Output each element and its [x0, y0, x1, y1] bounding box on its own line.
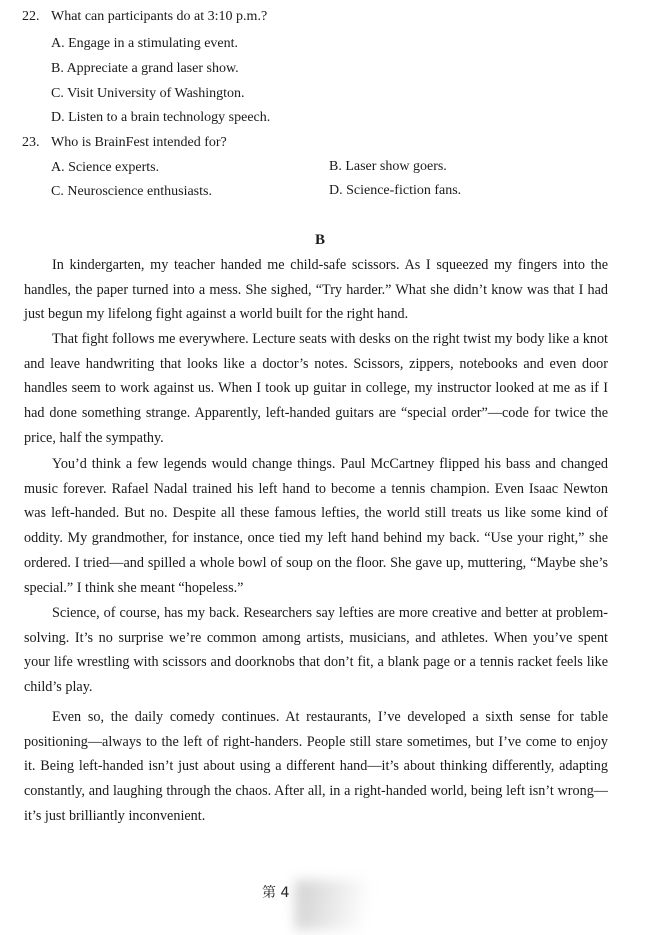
option-d: D. Science-fiction fans.: [329, 183, 462, 198]
paragraph-3: You’d think a few legends would change things. Paul McCartney flipped his bass and changed music forever. Rafael Nadal trained his left hand to become a tennis champion. Even Isaac Newton was left-handed. But no. Despite all these famous lefties, the world still treats us like some kind of oddity. My grandmother, for instance, once tied my left hand behind my back. “Use your right,” she ordered. I tried—and spilled a whole bowl of soup on the floor. She gave up, muttering, “Maybe she’s special.” I think she meant “hopeless.”: [24, 456, 608, 596]
paragraph-2: That fight follows me everywhere. Lecture seats with desks on the right twist my body like a knot and leave handwriting that looks like a doctor’s notes. Scissors, zippers, notebooks and even door handles seem to work against us. When I took up guitar in college, my instructor looked at me as if I had done something strange. Apparently, left-handed guitars are “special order”—code for twice the price, half the sympathy.: [24, 331, 608, 446]
paragraph-5: Even so, the daily comedy continues. At restaurants, I’ve developed a sixth sense for table positioning—always to the left of right-handers. People still stare sometimes, but I’ve come to enjoy it. Being left-handed isn’t just about using a different hand—it’s about thinking differently, adapting constantly, and laughing through the chaos. After all, in a right-handed world, being left isn’t wrong—it’s just brilliantly inconvenient.: [24, 709, 608, 824]
question-number: 23.: [22, 135, 40, 150]
paragraph-1: In kindergarten, my teacher handed me child-safe scissors. As I squeezed my fingers into the handles, the paper turned into a mess. She sighed, “Try harder.” What she didn’t know was that I had just begun my lifelong fight against a world built for the right hand.: [24, 257, 608, 323]
page-number: 第 4: [262, 885, 290, 901]
section-title: B: [314, 232, 325, 248]
paragraph-4: Science, of course, has my back. Researchers say lefties are more creative and better at problem-solving. It’s no surprise we’re common among artists, musicians, and athletes. When you’ve spent your life wrestling with scissors and doorknobs that don’t fit, a blank page or a tennis racket feels like child’s play.: [24, 605, 608, 696]
option-d: D. Listen to a brain technology speech.: [51, 110, 271, 125]
option-b: B. Laser show goers.: [329, 159, 447, 174]
question-text: Who is BrainFest intended for?: [51, 135, 227, 150]
option-b: B. Appreciate a grand laser show.: [51, 61, 239, 76]
obscured-footer-region: [295, 880, 385, 930]
option-a: A. Engage in a stimulating event.: [51, 36, 239, 51]
option-a: A. Science experts.: [51, 160, 160, 175]
question-text: What can participants do at 3:10 p.m.?: [51, 9, 268, 24]
question-number: 22.: [22, 9, 40, 24]
option-c: C. Visit University of Washington.: [51, 86, 245, 101]
option-c: C. Neuroscience enthusiasts.: [51, 184, 212, 199]
